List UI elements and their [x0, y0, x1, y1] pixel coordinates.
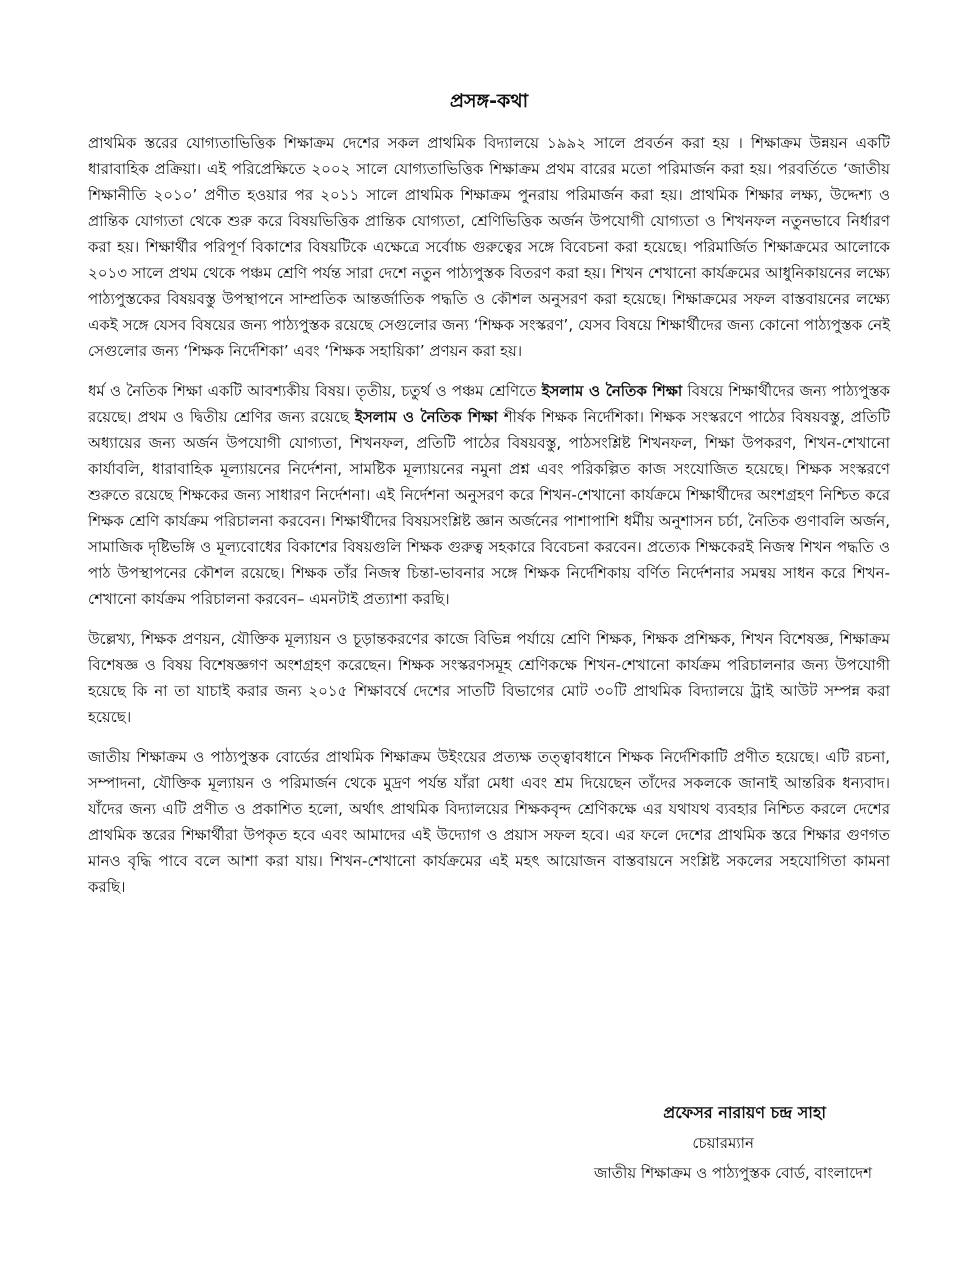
paragraph-text: শীর্ষক শিক্ষক নির্দেশিকা। শিক্ষক সংস্করণে পাঠের বিষয়বস্তু, প্রতিটি অধ্যায়ের জন্য অর্জন উপযোগী যোগ্যতা, শিখনফল, প্রতিটি পাঠের বিষয়বস্তু, পাঠসংশ্লিষ্ট শিখনফল, শিক্ষা উপকরণ, শিখন-শেখানো কার্যাবলি, ধারাবাহিক মূল্যায়নের নির্দেশনা, সামষ্টিক মূল্যায়নের নমুনা প্রশ্ন এবং পরিকল্পিত কাজ সংযোজিত হয়েছে। শিক্ষক সংস্করণে শুরুতে রয়েছে শিক্ষকের জন্য সাধারণ নির্দেশনা। এই নির্দেশনা অনুসরণ করে শিখন-শেখানো কার্যক্রমে শিক্ষার্থীদের অংশগ্রহণ নিশ্চিত করে শিক্ষক শ্রেণি কার্যক্রম পরিচালনা করবেন। শিক্ষার্থীদের বিষয়সংশ্লিষ্ট জ্ঞান অর্জনের পাশাপাশি ধর্মীয় অনুশাসন চর্চা, নৈতিক গুণাবলি অর্জন, সামাজিক দৃষ্টিভঙ্গি ও মূল্যবোধের বিকাশের বিষয়গুলি শিক্ষক গুরুত্ব সহকারে বিবেচনা করবেন। প্রত্যেক শিক্ষকেরই নিজস্ব শিখন পদ্ধতি ও পাঠ উপস্থাপনের কৌশল রয়েছে। শিক্ষক তাঁর নিজস্ব চিন্তা-ভাবনার সঙ্গে শিক্ষক নির্দেশিকায় বর্ণিত নির্দেশনার সমন্বয় সাধন করে শিখন-শেখানো কার্যক্রম পরিচালনা করবেন– এমনটাই প্রত্যাশা করছি।: [88, 408, 890, 608]
signatory-name: প্রফেসর নারায়ণ চন্দ্র সাহা: [663, 1103, 826, 1122]
page-title: প্রসঙ্গ-কথা: [449, 90, 529, 112]
subject-name-bold: ইসলাম ও নৈতিক শিক্ষা: [355, 408, 498, 426]
paragraph-text: ধর্ম ও নৈতিক শিক্ষা একটি আবশ্যকীয় বিষয়। তৃতীয়, চতুর্থ ও পঞ্চম শ্রেণিতে: [88, 382, 542, 400]
signature-block: [594, 1098, 872, 1188]
subject-name-bold: ইসলাম ও নৈতিক শিক্ষা: [541, 382, 683, 400]
paragraph-text: বিষয়ে শিক্ষার্থীদের জন্য পাঠ্যপুস্তক রয়েছে। প্রথম ও দ্বিতীয় শ্রেণির জন্য রয়েছে: [88, 382, 890, 426]
paragraph-acknowledgement: জাতীয় শিক্ষাক্রম ও পাঠ্যপুস্তক বোর্ডের প্রাথমিক শিক্ষাক্রম উইংয়ের প্রত্যক্ষ তত্ত্বাবধানে শিক্ষক নির্দেশিকাটি প্রণীত হয়েছে। এটি রচনা, সম্পাদনা, যৌক্তিক মূল্যায়ন ও পরিমার্জন থেকে মুদ্রণ পর্যন্ত যাঁরা মেধা এবং শ্রম দিয়েছেন তাঁদের সকলকে জানাই আন্তরিক ধন্যবাদ। যাঁদের জন্য এটি প্রণীত ও প্রকাশিত হলো, অর্থাৎ প্রাথমিক বিদ্যালয়ের শিক্ষকবৃন্দ শ্রেণিকক্ষে এর যথাযথ ব্যবহার নিশ্চিত করলে দেশের প্রাথমিক স্তরের শিক্ষার্থীরা উপকৃত হবে এবং আমাদের এই উদ্যোগ ও প্রয়াস সফল হবে। এর ফলে দেশের প্রাথমিক স্তরে শিক্ষার গুণগত মানও বৃদ্ধি পাবে বলে আশা করা যায়। শিখন-শেখানো কার্যক্রমের এই মহৎ আয়োজন বাস্তবায়নে সংশ্লিষ্ট সকলের সহযোগিতা কামনা করছি।: [88, 748, 890, 896]
signatory-role: চেয়ারম্যান: [692, 1134, 754, 1152]
paragraph-religious-education: [88, 378, 890, 612]
paragraph-tryout: উল্লেখ্য, শিক্ষক প্রণয়ন, যৌক্তিক মূল্যায়ন ও চূড়ান্তকরণের কাজে বিভিন্ন পর্যায়ে শ্রেণি শিক্ষক, শিক্ষক প্রশিক্ষক, শিখন বিশেষজ্ঞ, শিক্ষাক্রম বিশেষজ্ঞ ও বিষয় বিশেষজ্ঞগণ অংশগ্রহণ করেছেন। শিক্ষক সংস্করণসমূহ শ্রেণিকক্ষে শিখন-শেখানো কার্যক্রম পরিচালনার জন্য উপযোগী হয়েছে কি না তা যাচাই করার জন্য ২০১৫ শিক্ষাবর্ষে দেশের সাতটি বিভাগের মোট ৩০টি প্রাথমিক বিদ্যালয়ে ট্রাই আউট সম্পন্ন করা হয়েছে।: [88, 630, 890, 726]
paragraph-curriculum-history: প্রাথমিক স্তরের যোগ্যতাভিত্তিক শিক্ষাক্রম দেশের সকল প্রাথমিক বিদ্যালয়ে ১৯৯২ সালে প্রবর্তন করা হয় । শিক্ষাক্রম উন্নয়ন একটি ধারাবাহিক প্রক্রিয়া। এই পরিপ্রেক্ষিতে ২০০২ সালে যোগ্যতাভিত্তিক শিক্ষাক্রম প্রথম বারের মতো পরিমার্জন করা হয়। পরবর্তিতে ‘জাতীয় শিক্ষানীতি ২০১০’ প্রণীত হওয়ার পর ২০১১ সালে প্রাথমিক শিক্ষাক্রম পুনরায় পরিমার্জন করা হয়। প্রাথমিক শিক্ষার লক্ষ্য, উদ্দেশ্য ও প্রান্তিক যোগ্যতা থেকে শুরু করে বিষয়ভিত্তিক প্রান্তিক যোগ্যতা, শ্রেণিভিত্তিক অর্জন উপযোগী যোগ্যতা ও শিখনফল নতুনভাবে নির্ধারণ করা হয়। শিক্ষার্থীর পরিপূর্ণ বিকাশের বিষয়টিকে এক্ষেত্রে সর্বোচ্চ গুরুত্বের সঙ্গে বিবেচনা করা হয়েছে। পরিমার্জিত শিক্ষাক্রমের আলোকে ২০১৩ সালে প্রথম থেকে পঞ্চম শ্রেণি পর্যন্ত সারা দেশে নতুন পাঠ্যপুস্তক বিতরণ করা হয়। শিখন শেখানো কার্যক্রমের আধুনিকায়নের লক্ষ্যে পাঠ্যপুস্তকের বিষয়বস্তু উপস্থাপনে সাম্প্রতিক আন্তর্জাতিক পদ্ধতি ও কৌশল অনুসরণ করা হয়েছে। শিক্ষাক্রমের সফল বাস্তবায়নের লক্ষ্যে একই সঙ্গে যেসব বিষয়ের জন্য পাঠ্যপুস্তক রয়েছে সেগুলোর জন্য ‘শিক্ষক সংস্করণ’, যেসব বিষয়ে শিক্ষার্থীদের জন্য কোনো পাঠ্যপুস্তক নেই সেগুলোর জন্য ‘শিক্ষক নির্দেশিকা’ এবং ‘শিক্ষক সহায়িকা’ প্রণয়ন করা হয়।: [88, 134, 890, 360]
signatory-organization: জাতীয় শিক্ষাক্রম ও পাঠ্যপুস্তক বোর্ড, বাংলাদেশ: [594, 1164, 872, 1182]
